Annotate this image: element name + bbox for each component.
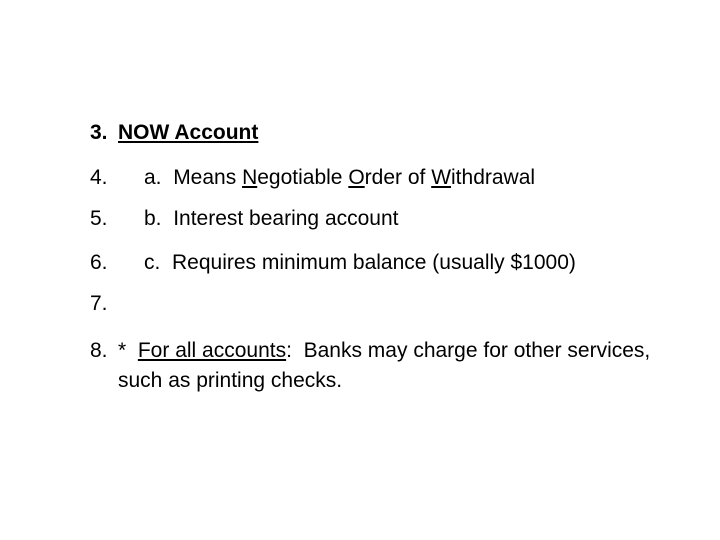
item-number: 7. [90,292,108,315]
note-emphasis: For all accounts [137,339,287,362]
heading [90,118,680,148]
item-number: 6. [90,251,108,274]
item-number: 4. [90,166,108,189]
acronym-o: O [348,166,365,189]
note [90,336,678,396]
item-letter: a. [144,166,162,189]
note-number: 8. [90,339,108,362]
item-text-n: egotiable [257,166,349,189]
note-colon: : [286,339,292,362]
list-item [90,163,680,193]
note-star: * [118,339,127,362]
note-text: Banks may charge for other services, such as printing checks. [118,339,651,392]
item-letter: b. [144,207,162,230]
list-item [90,248,680,278]
item-number: 5. [90,207,108,230]
item-text-pre: Means [173,166,243,189]
item-text: Requires minimum balance (usually $1000) [172,251,576,274]
item-letter: c. [144,251,161,274]
heading-number: 3. [90,121,108,144]
blank-item [90,289,680,319]
list-item [90,204,680,234]
heading-title: NOW Account [118,121,259,144]
item-text-o: rder of [364,166,432,189]
item-text: Interest bearing account [173,207,399,230]
item-text-w: ithdrawal [451,166,536,189]
acronym-n: N [242,166,258,189]
acronym-w: W [431,166,452,189]
